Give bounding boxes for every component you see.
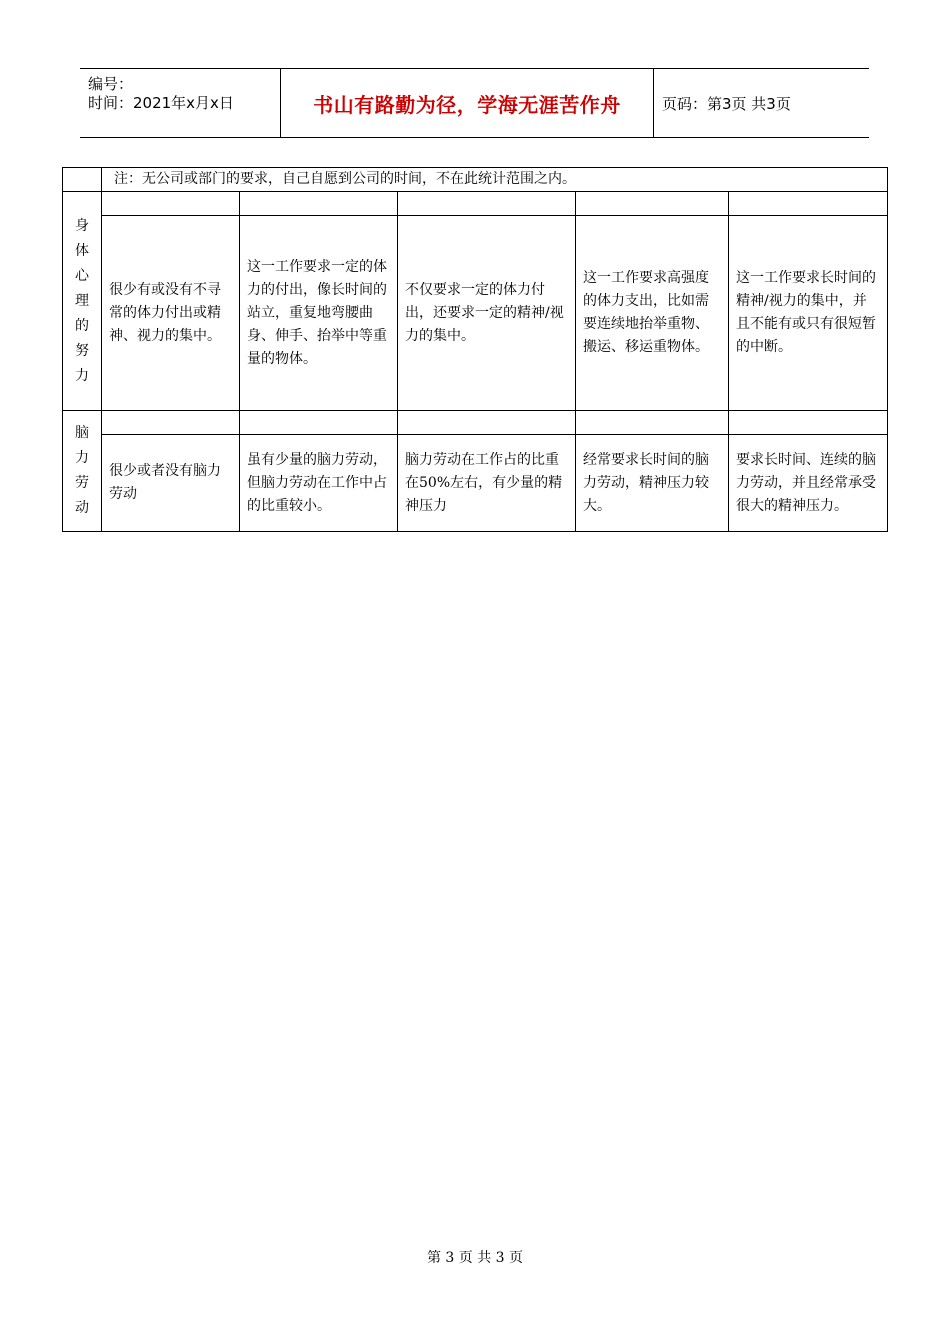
mental-header-cell-2 (240, 411, 398, 435)
physical-level-3: 不仅要求一定的体力付出，还要求一定的精神/视力的集中。 (398, 216, 576, 411)
mental-labor-label (63, 411, 102, 532)
header-page-info: 页码：第3页 共3页 (662, 94, 791, 113)
header-motto (281, 69, 654, 137)
physical-header-cell-3 (398, 192, 576, 216)
page-footer: 第 3 页 共 3 页 (426, 1250, 524, 1266)
mental-content-row (63, 435, 888, 532)
mental-header-row (63, 411, 888, 435)
physical-effort-label (63, 192, 102, 411)
note-row-head (63, 168, 102, 192)
mental-level-2: 虽有少量的脑力劳动，但脑力劳动在工作中占的比重较小。 (240, 435, 398, 532)
physical-level-4: 这一工作要求高强度的体力支出，比如需要连续地抬举重物、搬运、移运重物体。 (576, 216, 729, 411)
mental-header-cell-3 (398, 411, 576, 435)
motto-text: 书山有路勤为径，学海无涯苦作舟 (313, 92, 621, 117)
page-header (80, 68, 869, 138)
evaluation-table (62, 167, 888, 532)
mental-labor-label-text: 脑 力 劳 动 (75, 425, 89, 516)
mental-header-cell-5 (729, 411, 888, 435)
mental-level-3: 脑力劳动在工作占的比重在50%左右，有少量的精神压力 (398, 435, 576, 532)
physical-header-row (63, 192, 888, 216)
header-meta (80, 69, 281, 137)
document-number-label: 编号： (88, 75, 134, 93)
physical-header-cell-4 (576, 192, 729, 216)
mental-level-4: 经常要求长时间的脑力劳动，精神压力较大。 (576, 435, 729, 532)
physical-header-cell-2 (240, 192, 398, 216)
physical-effort-label-text: 身 体 心 理 的 努 力 (75, 217, 89, 384)
mental-level-1: 很少或者没有脑力劳动 (102, 435, 240, 532)
physical-content-row (63, 216, 888, 411)
note-text: 注：无公司或部门的要求，自己自愿到公司的时间，不在此统计范围之内。 (102, 168, 888, 192)
mental-level-5: 要求长时间、连续的脑力劳动，并且经常承受很大的精神压力。 (729, 435, 888, 532)
physical-level-1: 很少有或没有不寻常的体力付出或精神、视力的集中。 (102, 216, 240, 411)
physical-level-2: 这一工作要求一定的体力的付出，像长时间的站立，重复地弯腰曲身、伸手、抬举中等重量的物体。 (240, 216, 398, 411)
physical-header-cell-1 (102, 192, 240, 216)
mental-header-cell-4 (576, 411, 729, 435)
mental-header-cell-1 (102, 411, 240, 435)
document-time-label: 时间：2021年x月x日 (88, 94, 234, 112)
physical-header-cell-5 (729, 192, 888, 216)
physical-level-5: 这一工作要求长时间的精神/视力的集中，并且不能有或只有很短暂的中断。 (729, 216, 888, 411)
note-row (63, 168, 888, 192)
